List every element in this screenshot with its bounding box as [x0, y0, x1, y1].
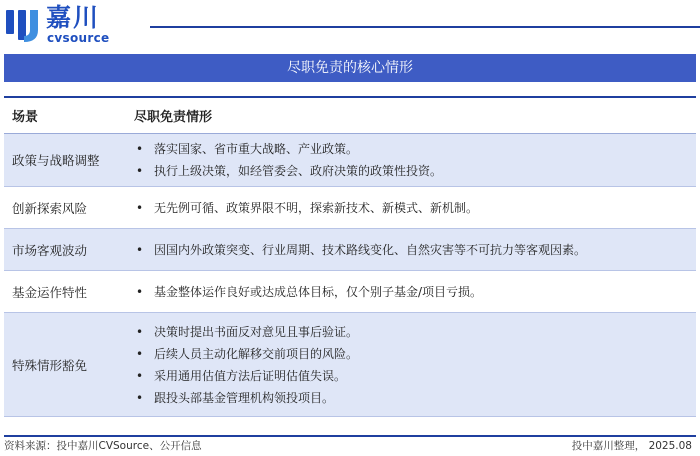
list-item: • 因国内外政策突变、行业周期、技术路线变化、自然灾害等不可抗力等客观因素。 [134, 239, 696, 261]
row-scene: 市场客观波动 [12, 242, 88, 258]
duty-exemption-table [4, 96, 696, 417]
header-rule [150, 26, 700, 28]
cvsource-logo [4, 4, 144, 46]
list-item: • 执行上级决策，如经管委会、政府决策的政策性投资。 [134, 160, 696, 182]
header-scene: 场景 [12, 110, 39, 125]
row-scene: 政策与战略调整 [12, 153, 100, 168]
table-row [4, 229, 696, 271]
row-scene: 创新探索风险 [12, 200, 88, 216]
list-item: • 采用通用估值方法后证明估值失误。 [134, 365, 696, 387]
table-header [4, 96, 696, 134]
page-title: 尽职免责的核心情形 [4, 54, 696, 82]
list-item: • 基金整体运作良好或达成总体目标，仅个别子基金/项目亏损。 [134, 281, 696, 303]
logo-chinese-text: 嘉川 [46, 3, 101, 32]
list-item: • 跟投头部基金管理机构领投项目。 [134, 387, 696, 409]
footer-rule [4, 435, 696, 437]
list-item: • 后续人员主动化解移交前项目的风险。 [134, 343, 696, 365]
row-scene: 特殊情形豁免 [12, 357, 88, 373]
table-row [4, 271, 696, 313]
logo-mark-icon [4, 8, 44, 44]
list-item: • 无先例可循、政策界限不明，探索新技术、新模式、新机制。 [134, 197, 696, 219]
table-row [4, 187, 696, 229]
list-item: • 落实国家、省市重大战略、产业政策。 [134, 138, 696, 160]
list-item: • 决策时提出书面反对意见且事后验证。 [134, 321, 696, 343]
table-row [4, 134, 696, 187]
credit-note: 投中嘉川整理， 2025.08 [571, 440, 692, 452]
source-note: 资料来源：投中嘉川CVSource、公开信息 [4, 440, 202, 452]
header-situations: 尽职免责情形 [134, 110, 213, 125]
table-row [4, 313, 696, 417]
logo-english-text: cvsource [47, 31, 110, 45]
row-scene: 基金运作特性 [12, 284, 88, 300]
